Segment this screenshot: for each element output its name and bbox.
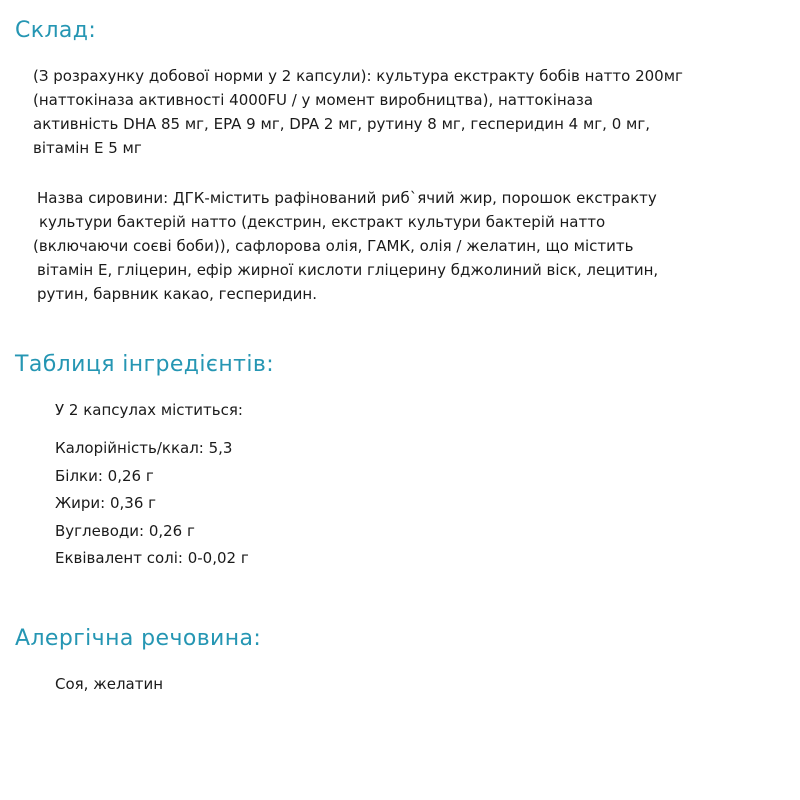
composition-line: вітамін Е 5 мг <box>33 139 142 157</box>
ingredient-item-carbs: Вуглеводи: 0,26 г <box>55 522 195 540</box>
composition-text <box>33 64 683 160</box>
raw-materials-line: вітамін E, гліцерин, ефір жирної кислоти гліцерину бджолиний віск, лецитин, <box>37 261 659 279</box>
raw-materials-line: (включаючи соєві боби)), сафлорова олія, ГАМК, олія / желатин, що містить <box>33 237 634 255</box>
composition-title: Склад <box>15 18 89 43</box>
ingredient-item-fat: Жири: 0,36 г <box>55 494 157 512</box>
ingredients-heading: Таблиця інгредієнтів: <box>15 352 275 377</box>
ingredient-item-calories: Калорійність/ккал: 5,3 <box>55 439 233 457</box>
raw-materials-line: культури бактерій натто (декстрин, екстракт культури бактерій натто <box>39 213 606 231</box>
raw-materials-text <box>0 186 658 306</box>
composition-line: активність DHA 85 мг, EPA 9 мг, DPA 2 мг, рутину 8 мг, гесперидин 4 мг, 0 мг, <box>33 115 650 133</box>
raw-materials-line: рутин, барвник какао, гесперидин. <box>37 285 317 303</box>
ingredient-item-protein: Білки: 0,26 г <box>55 467 154 485</box>
ingredients-intro: У 2 капсулах міститься: <box>55 401 243 419</box>
composition-line: (З розрахунку добової норми у 2 капсули): культура екстракту бобів натто 200мг <box>33 67 683 85</box>
composition-line: (наттокіназа активності 4000FU / у момент виробництва), наттокіназа <box>33 91 594 109</box>
composition-title-colon: : <box>88 18 97 43</box>
allergens-heading: Алергічна речовина: <box>15 626 262 651</box>
raw-materials-line: Назва сировини: ДГК-містить рафінований риб`ячий жир, порошок екстракту <box>37 189 657 207</box>
ingredient-item-salt: Еквівалент солі: 0-0,02 г <box>55 549 249 567</box>
allergens-value: Соя, желатин <box>55 675 164 693</box>
composition-heading <box>15 18 96 43</box>
